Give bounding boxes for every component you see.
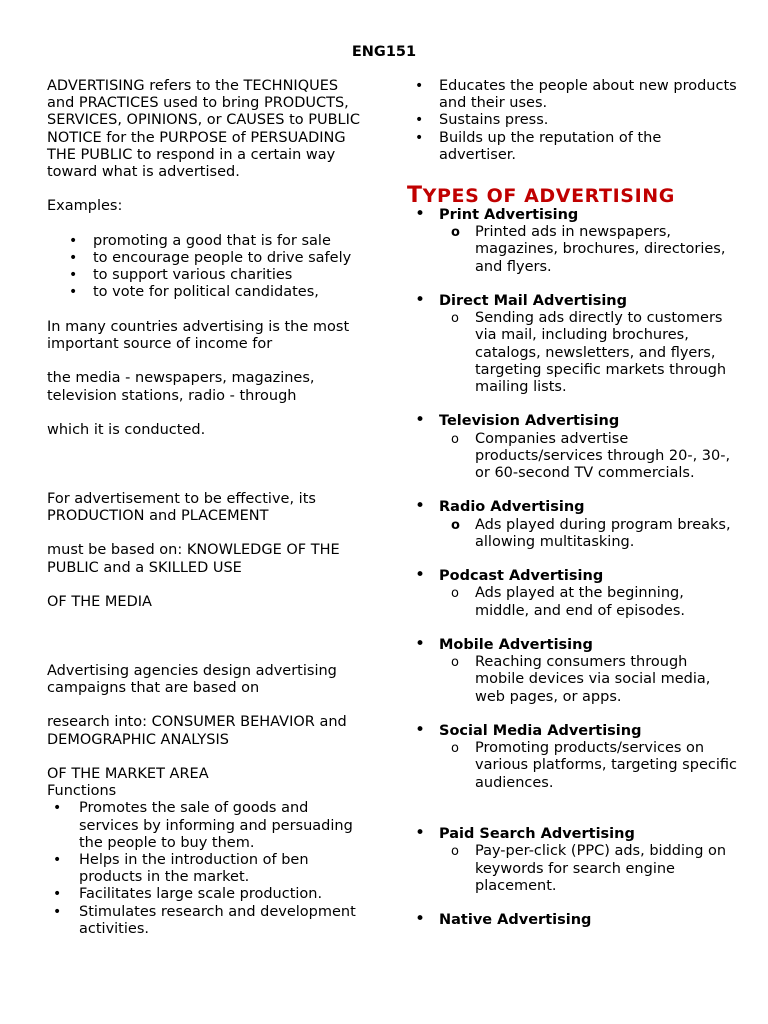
income-paragraph-2: the media - newspapers, magazines, television stations, radio - through	[47, 370, 315, 404]
functions-continued-list	[410, 78, 740, 164]
income-paragraph-3: which it is conducted.	[47, 421, 206, 438]
effective-paragraph-2: must be based on: KNOWLEDGE OF THE PUBLIC and a SKILLED USE	[47, 542, 340, 576]
types-heading	[407, 185, 740, 207]
type-description: o Ads played at the beginning, middle, and end of episodes.	[439, 585, 740, 619]
type-description: o Reaching consumers through mobile devices via social media, web pages, or apps.	[439, 654, 740, 706]
document-title: ENG151	[351, 44, 417, 60]
list-item: • to encourage people to drive safely	[47, 250, 367, 267]
type-description: o Sending ads directly to customers via mail, including brochures, catalogs, newsletters, and flyers, targeting specific markets through mailing lists.	[439, 310, 740, 396]
income-paragraph-1: In many countries advertising is the most important source of income for	[47, 318, 350, 352]
advertising-definition: ADVERTISING refers to the TECHNIQUES and PRACTICES used to bring PRODUCTS, SERVICES, OPINIONS, or CAUSES to PUBLIC NOTICE for the PURPOSE of PERSUADING THE PUBLIC to respond in a certain way toward what is advertised.	[47, 78, 361, 181]
type-name: Mobile Advertising	[439, 637, 593, 654]
type-description: o Ads played during program breaks, allowing multitasking.	[439, 517, 740, 551]
effective-paragraph-3: OF THE MEDIA	[47, 593, 152, 610]
type-item-radio	[410, 499, 740, 551]
type-description: o Promoting products/services on various platforms, targeting specific audiences.	[439, 740, 740, 792]
type-item-podcast	[410, 568, 740, 620]
types-heading-initial: T	[407, 183, 423, 209]
list-item: • to vote for political candidates,	[47, 284, 367, 301]
examples-label: Examples:	[47, 198, 123, 215]
type-name: Television Advertising	[439, 413, 620, 430]
list-item: • Stimulates research and development activities.	[47, 904, 367, 938]
type-name: Native Advertising	[439, 912, 592, 929]
list-item: • Facilitates large scale production.	[47, 886, 367, 903]
list-item: • Sustains press.	[410, 112, 740, 129]
type-description: o Printed ads in newspapers, magazines, brochures, directories, and flyers.	[439, 224, 740, 276]
list-item: • Promotes the sale of goods and services by informing and persuading the people to buy them.	[47, 800, 367, 852]
list-item: • promoting a good that is for sale	[47, 233, 367, 250]
types-heading-rest: YPES OF ADVERTISING	[422, 185, 675, 208]
type-description: o Pay-per-click (PPC) ads, bidding on keywords for search engine placement.	[439, 843, 740, 895]
agencies-paragraph-3: OF THE MARKET AREA	[47, 765, 209, 782]
type-name: Paid Search Advertising	[439, 826, 635, 843]
left-column	[47, 78, 367, 938]
type-item-social-media	[410, 723, 740, 792]
type-name: Podcast Advertising	[439, 568, 604, 585]
effective-paragraph-1: For advertisement to be effective, its PRODUCTION and PLACEMENT	[47, 490, 316, 524]
type-item-mobile	[410, 637, 740, 706]
type-name: Print Advertising	[439, 207, 579, 224]
type-name: Direct Mail Advertising	[439, 293, 628, 310]
type-name: Social Media Advertising	[439, 723, 642, 740]
type-description: o Companies advertise products/services through 20-, 30-, or 60-second TV commercials.	[439, 431, 740, 483]
agencies-paragraph-1: Advertising agencies design advertising campaigns that are based on	[47, 662, 337, 696]
type-item-print	[410, 207, 740, 276]
list-item: • to support various charities	[47, 267, 367, 284]
functions-label: Functions	[47, 783, 117, 800]
functions-list	[47, 800, 367, 938]
list-item: • Helps in the introduction of ben products in the market.	[47, 852, 367, 886]
types-list	[410, 207, 740, 929]
agencies-paragraph-2: research into: CONSUMER BEHAVIOR and DEMOGRAPHIC ANALYSIS	[47, 714, 347, 748]
type-item-paid-search	[410, 826, 740, 895]
examples-list	[47, 233, 367, 302]
type-item-native	[410, 912, 740, 929]
list-item: • Builds up the reputation of the advertiser.	[410, 130, 740, 164]
list-item: • Educates the people about new products and their uses.	[410, 78, 740, 112]
type-item-direct-mail	[410, 293, 740, 396]
right-column	[407, 78, 740, 929]
type-item-television	[410, 413, 740, 482]
type-name: Radio Advertising	[439, 499, 585, 516]
